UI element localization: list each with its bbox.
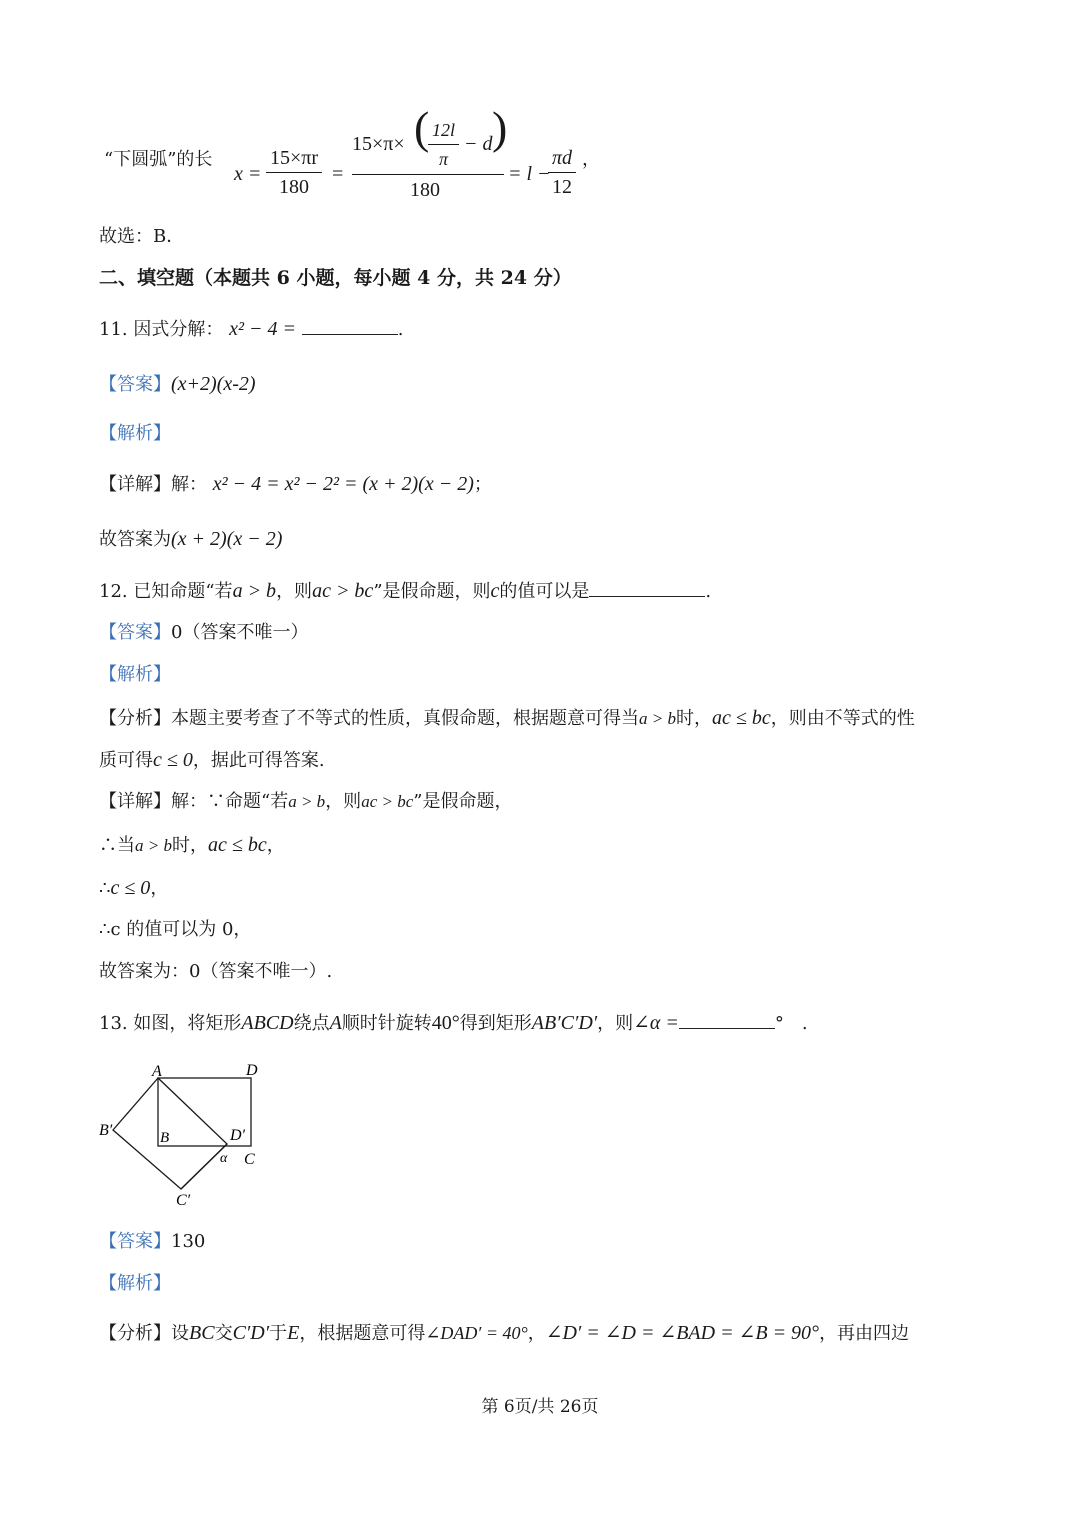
- a13-fenxi-line: [99, 1321, 909, 1346]
- right-paren: ): [492, 102, 508, 153]
- a13-fenxi-b: 交: [214, 1323, 233, 1344]
- a13-fenxi-expr1: ∠DAD′ = 40°: [425, 1323, 528, 1343]
- q11-stem: 11. 因式分解：: [99, 319, 224, 340]
- q12-end: .: [705, 581, 712, 602]
- q12-cond: a > b: [232, 580, 277, 602]
- a11-detail-line: [99, 472, 492, 497]
- label-d: D: [246, 1062, 258, 1079]
- a12-fenxi2-expr: c ≤ 0: [153, 749, 193, 771]
- a12-step1-expr: ac ≤ bc: [207, 834, 267, 856]
- q13-stem-a: 13. 如图，将矩形: [99, 1013, 242, 1034]
- a12-fenxi-c: ，则由不等式的性: [770, 708, 915, 729]
- section-heading-a: 二、填空题（本题共: [99, 267, 271, 289]
- a13-fenxi-bc: BC: [189, 1322, 215, 1344]
- a12-detail-tag: 【详解】: [99, 791, 171, 812]
- label-b-prime: B′: [99, 1122, 113, 1139]
- a12-answer-tag: 【答案】: [99, 622, 171, 643]
- a13-answer-tag: 【答案】: [99, 1231, 171, 1252]
- q13-stem-b: 绕点: [293, 1013, 330, 1034]
- a12-fenxi-tag: 【分析】: [99, 708, 171, 729]
- a12-detail-cond: a > b: [288, 792, 326, 811]
- a12-step-2: [99, 876, 168, 901]
- q13-answer-blank: [679, 1010, 775, 1029]
- a12-fenxi-cond: a > b: [639, 709, 676, 728]
- q11-expr: x² − 4 =: [229, 318, 296, 340]
- question-12: [99, 578, 711, 604]
- q13-end: ° .: [774, 1013, 808, 1034]
- a13-fenxi-expr2: ∠D′ = ∠D = ∠BAD = ∠B = 90°: [545, 1322, 820, 1344]
- a12-answer-line: [99, 621, 308, 645]
- q13-target: ∠α =: [633, 1012, 679, 1034]
- a12-fenxi-line-1: [99, 706, 915, 731]
- a13-fenxi-d: ，根据题意可得: [299, 1323, 426, 1344]
- a12-step-1: [99, 833, 285, 858]
- a12-detail-a: 解：∵命题“若: [171, 791, 289, 812]
- a12-step-3: ∴c 的值可以为 0，: [99, 919, 252, 940]
- arc-inner-num: 12l: [428, 118, 459, 145]
- label-alpha: α: [220, 1151, 228, 1166]
- a13-fenxi-tag: 【分析】: [99, 1323, 171, 1344]
- a12-fenxi2-a: 质可得: [99, 750, 153, 771]
- rotation-figure: [96, 1058, 276, 1208]
- q12-answer-blank: [589, 578, 705, 597]
- arc-inner-den: π: [438, 149, 449, 169]
- arc-inner-rest: − d: [464, 133, 493, 155]
- arc-fraction-2: [352, 102, 508, 204]
- a12-step2-expr: c ≤ 0: [110, 877, 151, 899]
- label-b: B: [160, 1130, 170, 1146]
- section-count: 6: [276, 267, 290, 289]
- section-heading: [99, 266, 572, 290]
- arc-eq-lhs: x =: [234, 163, 262, 185]
- arc-tail: ，: [582, 149, 600, 170]
- q12-stem-b: ，则: [276, 581, 313, 602]
- a12-answer: 0（答案不唯一）: [171, 622, 309, 643]
- a11-conclusion-pre: 故答案为: [99, 529, 171, 550]
- a13-fenxi-a: 设: [171, 1323, 189, 1344]
- choice-line: 故选：B．: [99, 226, 185, 247]
- label-d-prime: D′: [230, 1127, 246, 1144]
- a12-fenxi2-b: ，据此可得答案.: [192, 750, 325, 771]
- label-a: A: [152, 1063, 162, 1080]
- arc-eq-mid: = l −: [508, 163, 551, 185]
- arc-fraction-2-num-a: 15×π×: [352, 133, 405, 155]
- a12-fenxi-line-2: [99, 748, 325, 773]
- arc-fraction-3: [548, 146, 576, 199]
- a11-answer-tag: 【答案】: [99, 374, 171, 395]
- a12-detail-b: ，则: [325, 791, 362, 812]
- a11-conclusion: [99, 527, 282, 552]
- arc-fraction-1: [266, 146, 322, 199]
- a12-step1-b: 时，: [171, 835, 208, 856]
- q12-stem-d: 的值可以是: [499, 581, 590, 602]
- section-heading-c: 分，共: [437, 267, 495, 289]
- a12-detail-line: [99, 790, 512, 814]
- section-total: 24: [500, 267, 528, 289]
- arc-fraction-3-num: πd: [548, 146, 576, 173]
- a12-fenxi-b: 时，: [675, 708, 712, 729]
- question-11: [99, 316, 403, 342]
- q12-stem-c: ”是假命题，则: [373, 581, 491, 602]
- label-c: C: [244, 1151, 255, 1168]
- a13-answer: 130: [171, 1231, 206, 1252]
- a11-detail-end: ；: [473, 474, 492, 495]
- q13-stem-e: ，则: [597, 1013, 634, 1034]
- a12-fenxi-a: 本题主要考查了不等式的性质，真假命题，根据题意可得当: [171, 708, 639, 729]
- q12-stem-a: 12. 已知命题“若: [99, 581, 233, 602]
- q13-rect1: ABCD: [241, 1012, 294, 1034]
- rect-ab-c-d-rotated: [113, 1078, 227, 1189]
- section-heading-d: 分）: [533, 267, 572, 289]
- a11-answer: (x+2)(x-2): [171, 373, 256, 395]
- q11-answer-blank: [302, 316, 398, 335]
- a12-detail-c: ”是假命题，: [413, 791, 513, 812]
- q11-end: .: [397, 319, 404, 340]
- left-paren: (: [414, 102, 430, 153]
- section-points: 4: [417, 267, 431, 289]
- a13-analysis-tag: 【解析】: [99, 1273, 171, 1294]
- page-footer: 第 6页/共 26页: [481, 1397, 599, 1417]
- a11-detail-expr: x² − 4 = x² − 2² = (x + 2)(x − 2): [212, 473, 474, 495]
- a13-answer-line: [99, 1230, 205, 1254]
- a13-fenxi-g: ，再由四边: [819, 1323, 910, 1344]
- arc-equals: =: [332, 163, 344, 185]
- q12-concl: ac > bc: [312, 580, 374, 602]
- a12-step1-cond: a > b: [135, 836, 172, 855]
- a11-detail-tag: 【详解】: [99, 474, 171, 495]
- q13-pt: A: [329, 1012, 342, 1034]
- question-13: [99, 1010, 808, 1036]
- q13-stem-c: 顺时针旋转: [341, 1013, 432, 1034]
- a11-detail-pre: 解：: [171, 474, 207, 495]
- q13-rect2: AB′C′D′: [531, 1012, 598, 1034]
- a11-answer-line: [99, 372, 256, 397]
- arc-label: “下圆弧”的长: [104, 149, 213, 170]
- arc-fraction-2-bar: [352, 174, 504, 175]
- a12-step2-a: ∴: [99, 878, 111, 899]
- a13-fenxi-e: E: [287, 1322, 300, 1344]
- a13-fenxi-f: ，: [527, 1323, 546, 1344]
- label-c-prime: C′: [176, 1192, 191, 1208]
- q12-var: c: [490, 580, 500, 602]
- a12-step1-a: ∴当: [99, 835, 135, 856]
- a12-conclusion: 故答案为：0（答案不唯一）.: [99, 961, 333, 982]
- a11-analysis-tag: 【解析】: [99, 423, 171, 444]
- a12-analysis-tag: 【解析】: [99, 664, 171, 685]
- section-heading-b: 小题，每小题: [296, 267, 411, 289]
- arc-fraction-2-den: 180: [410, 179, 440, 201]
- a12-fenxi-expr: ac ≤ bc: [711, 707, 771, 729]
- a11-conclusion-expr: (x + 2)(x − 2): [171, 528, 283, 550]
- a12-detail-concl: ac > bc: [361, 792, 414, 811]
- arc-inner-fraction: [428, 118, 459, 171]
- a13-fenxi-cd: C′D′: [232, 1322, 270, 1344]
- a13-fenxi-c: 于: [269, 1323, 288, 1344]
- arc-fraction-1-den: 180: [279, 176, 310, 198]
- q13-angle: 40°: [431, 1012, 460, 1034]
- a12-step1-end: ，: [266, 835, 285, 856]
- q13-stem-d: 得到矩形: [459, 1013, 532, 1034]
- arc-fraction-1-num: 15×πr: [266, 146, 322, 173]
- arc-fraction-3-den: 12: [552, 176, 573, 198]
- a12-step2-end: ，: [150, 878, 169, 899]
